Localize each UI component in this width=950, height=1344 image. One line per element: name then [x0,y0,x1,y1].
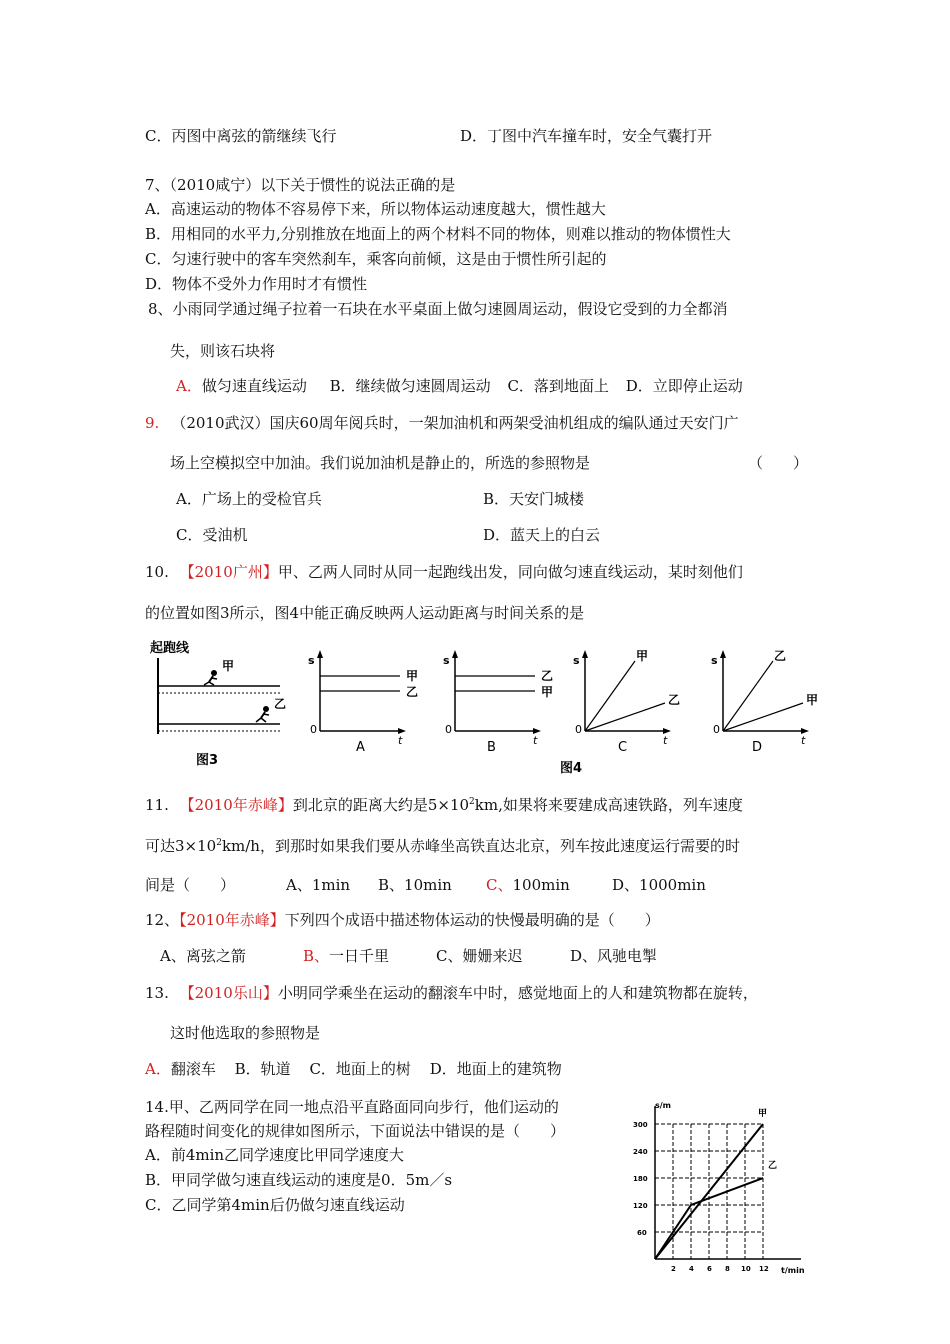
q14-option-a: A．前4min乙同学速度比甲同学速度大 [145,1146,405,1164]
axis-s-c: s [573,654,580,667]
q13-source-tag: 【2010乐山】 [179,984,278,1002]
q14-stem-line1: 14.甲、乙两同学在同一地点沿平直路面同向步行，他们运动的 [145,1098,559,1116]
fig3-yi-label: 乙 [274,697,287,711]
graph-c-jia-label: 甲 [636,649,649,663]
q9-option-c: C．受油机 [176,526,248,544]
graph14-xtick-4: 4 [689,1265,694,1273]
q11-exp-2: 2 [216,838,222,848]
graph14-ytick-180: 180 [633,1175,648,1183]
fig4-graph-a [308,650,418,755]
q13-stem-line1 [145,983,758,1003]
q7-option-b: B．用相同的水平力,分别推放在地面上的两个材料不同的物体，则难以推动的物体惯性大 [145,225,731,243]
q9-number: 9. [145,414,160,432]
q13-option-c: C．地面上的树 [309,1060,411,1078]
graph-d-label: D [752,740,763,755]
graph14-y-axis-label: s/m [655,1101,672,1110]
graph-c-label: C [618,740,628,755]
q14-option-c: C．乙同学第4min后仍做匀速直线运动 [145,1196,405,1214]
q11-exp-1: 2 [469,797,475,807]
q8-option-b: B．继续做匀速圆周运动 [329,377,491,395]
q12-stem-text: 下列四个成语中描述物体运动的快慢最明确的是（ ） [284,911,660,929]
graph-b-yi-label: 乙 [541,669,554,683]
q14-distance-time-graph [625,1092,815,1282]
q6-option-c: C．丙图中离弦的箭继续飞行 [145,127,337,145]
q11-option-c-letter: C、 [486,876,513,894]
q11-option-c [486,875,570,895]
q12-number: 12、 [145,911,180,929]
graph14-xtick-12: 12 [759,1265,769,1273]
q7-stem: 7、（2010咸宁）以下关于惯性的说法正确的是 [145,176,456,194]
q11-option-d: D、1000min [612,876,706,894]
axis-s-d: s [711,654,718,667]
q11-stem-line2 [145,833,740,856]
q13-options [145,1059,562,1079]
fig3-jia-label: 甲 [222,659,235,673]
fig3-title: 起跑线 [150,641,190,656]
q6-option-d: D．丁图中汽车撞车时，安全气囊打开 [460,127,713,145]
graph14-x-axis-label: t/min [781,1266,805,1275]
q10-stem-line2: 的位置如图3所示，图4中能正确反映两人运动距离与时间关系的是 [145,604,585,622]
q13-option-a-letter: A． [145,1060,171,1078]
q7-option-c: C．匀速行驶中的客车突然刹车，乘客向前倾，这是由于惯性所引起的 [145,250,607,268]
axis-s-b: s [443,654,450,667]
q12-option-b-text: 一日千里 [329,947,390,965]
q10-figures [140,636,830,776]
q11-number: 11. [145,796,169,814]
q11-stem-line1 [145,792,743,815]
axis-t-b: t [533,734,538,747]
q10-stem-line1 [145,562,743,582]
q12-option-b-letter: B、 [303,947,330,965]
q8-options [176,376,743,396]
q11-option-b: B、10min [378,876,452,894]
graph14-ytick-120: 120 [633,1202,648,1210]
q11-line3: 间是（ ） [145,876,236,894]
graph-d-jia-label: 甲 [806,693,819,707]
q7-option-d: D．物体不受外力作用时才有惯性 [145,275,368,293]
q11-option-a: A、1min [286,876,351,894]
graph14-ytick-300: 300 [633,1121,648,1129]
graph14-jia-label: 甲 [758,1109,768,1119]
q10-stem-text: 甲、乙两人同时从同一起跑线出发，同向做匀速直线运动，某时刻他们 [277,563,743,581]
origin-a: 0 [310,723,317,736]
q11-option-c-value: 100min [512,876,570,894]
q11-source-tag: 【2010年赤峰】 [179,796,293,814]
fig3-caption: 图3 [196,753,219,768]
graph14-yi-label: 乙 [768,1161,778,1171]
q14-option-b: B．甲同学做匀速直线运动的速度是0．5m／s [145,1171,453,1189]
graph14-ytick-60: 60 [637,1229,647,1237]
q11-text-1b: km,如果将来要建成高速铁路，列车速度 [474,796,743,814]
q12-stem [145,910,660,930]
graph14-xtick-2: 2 [671,1265,676,1273]
axis-s-a: s [308,654,315,667]
q8-stem-line2: 失，则该石块将 [170,342,276,360]
q12-option-b [303,946,389,966]
graph-a-jia-label: 甲 [406,669,419,683]
q9-stem-line1 [145,413,739,433]
q9-option-b: B．天安门城楼 [483,490,585,508]
graph14-xtick-6: 6 [707,1265,712,1273]
fig4-graph-b [443,650,553,755]
origin-b: 0 [445,723,452,736]
q8-option-a: 做匀速直线运动 [201,377,307,395]
graph14-xtick-10: 10 [741,1265,751,1273]
graph-b-jia-label: 甲 [541,685,554,699]
q10-source-tag: 【2010广州】 [179,563,278,581]
q14-stem-line2: 路程随时间变化的规律如图所示，下面说法中错误的是（ ） [145,1122,566,1140]
q8-option-c: C．落到地面上 [507,377,609,395]
graph14-xtick-8: 8 [725,1265,730,1273]
q13-option-a-text: 翻滚车 [170,1060,216,1078]
q13-number: 13. [145,984,169,1002]
q8-option-d: D．立即停止运动 [625,377,743,395]
axis-t-a: t [398,734,403,747]
q13-option-b: B．轨道 [234,1060,291,1078]
graph-c-yi-label: 乙 [668,693,681,707]
origin-d: 0 [713,723,720,736]
q13-option-d: D．地面上的建筑物 [429,1060,562,1078]
q9-stem-text: （2010武汉）国庆60周年阅兵时，一架加油机和两架受油机组成的编队通过天安门广 [171,414,739,432]
axis-t-d: t [801,734,806,747]
fig4-caption: 图4 [560,761,583,776]
q12-option-d: D、风驰电掣 [570,947,658,965]
graph-d-yi-label: 乙 [774,649,787,663]
q13-stem-line2: 这时他选取的参照物是 [170,1024,321,1042]
axis-t-c: t [663,734,668,747]
graph-a-yi-label: 乙 [406,685,419,699]
runner-yi-icon [256,706,269,722]
origin-c: 0 [575,723,582,736]
fig4-graph-c [573,649,680,755]
q9-option-d: D．蓝天上的白云 [483,526,601,544]
fig4-graph-d [711,649,818,755]
q11-text-2b: km/h，到那时如果我们要从赤峰坐高铁直达北京，列车按此速度运行需要的时 [221,837,740,855]
runner-jia-icon [204,670,217,685]
graph-b-label: B [487,740,496,755]
graph-a-label: A [356,740,365,755]
figure-3 [150,640,286,768]
q9-answer-blank: （ ） [748,454,809,472]
q11-text-1a: 到北京的距离大约是5×10 [292,796,470,814]
q8-stem-line1: 8、小雨同学通过绳子拉着一石块在水平桌面上做匀速圆周运动，假设它受到的力全都消 [148,300,728,318]
q11-text-2a: 可达3×10 [145,837,217,855]
q12-option-a: A、离弦之箭 [160,947,246,965]
q10-number: 10. [145,563,169,581]
q9-stem-line2: 场上空模拟空中加油。我们说加油机是静止的，所选的参照物是 [170,454,591,472]
q12-source-tag: 【2010年赤峰】 [179,911,285,929]
q8-option-a-letter: A． [176,377,202,395]
q13-stem-text: 小明同学乘坐在运动的翻滚车中时，感觉地面上的人和建筑物都在旋转， [277,984,758,1002]
q12-option-c: C、姗姗来迟 [436,947,523,965]
q9-option-a: A．广场上的受检官兵 [176,490,322,508]
q7-option-a: A．高速运动的物体不容易停下来，所以物体运动速度越大，惯性越大 [145,200,606,218]
graph14-ytick-240: 240 [633,1148,648,1156]
